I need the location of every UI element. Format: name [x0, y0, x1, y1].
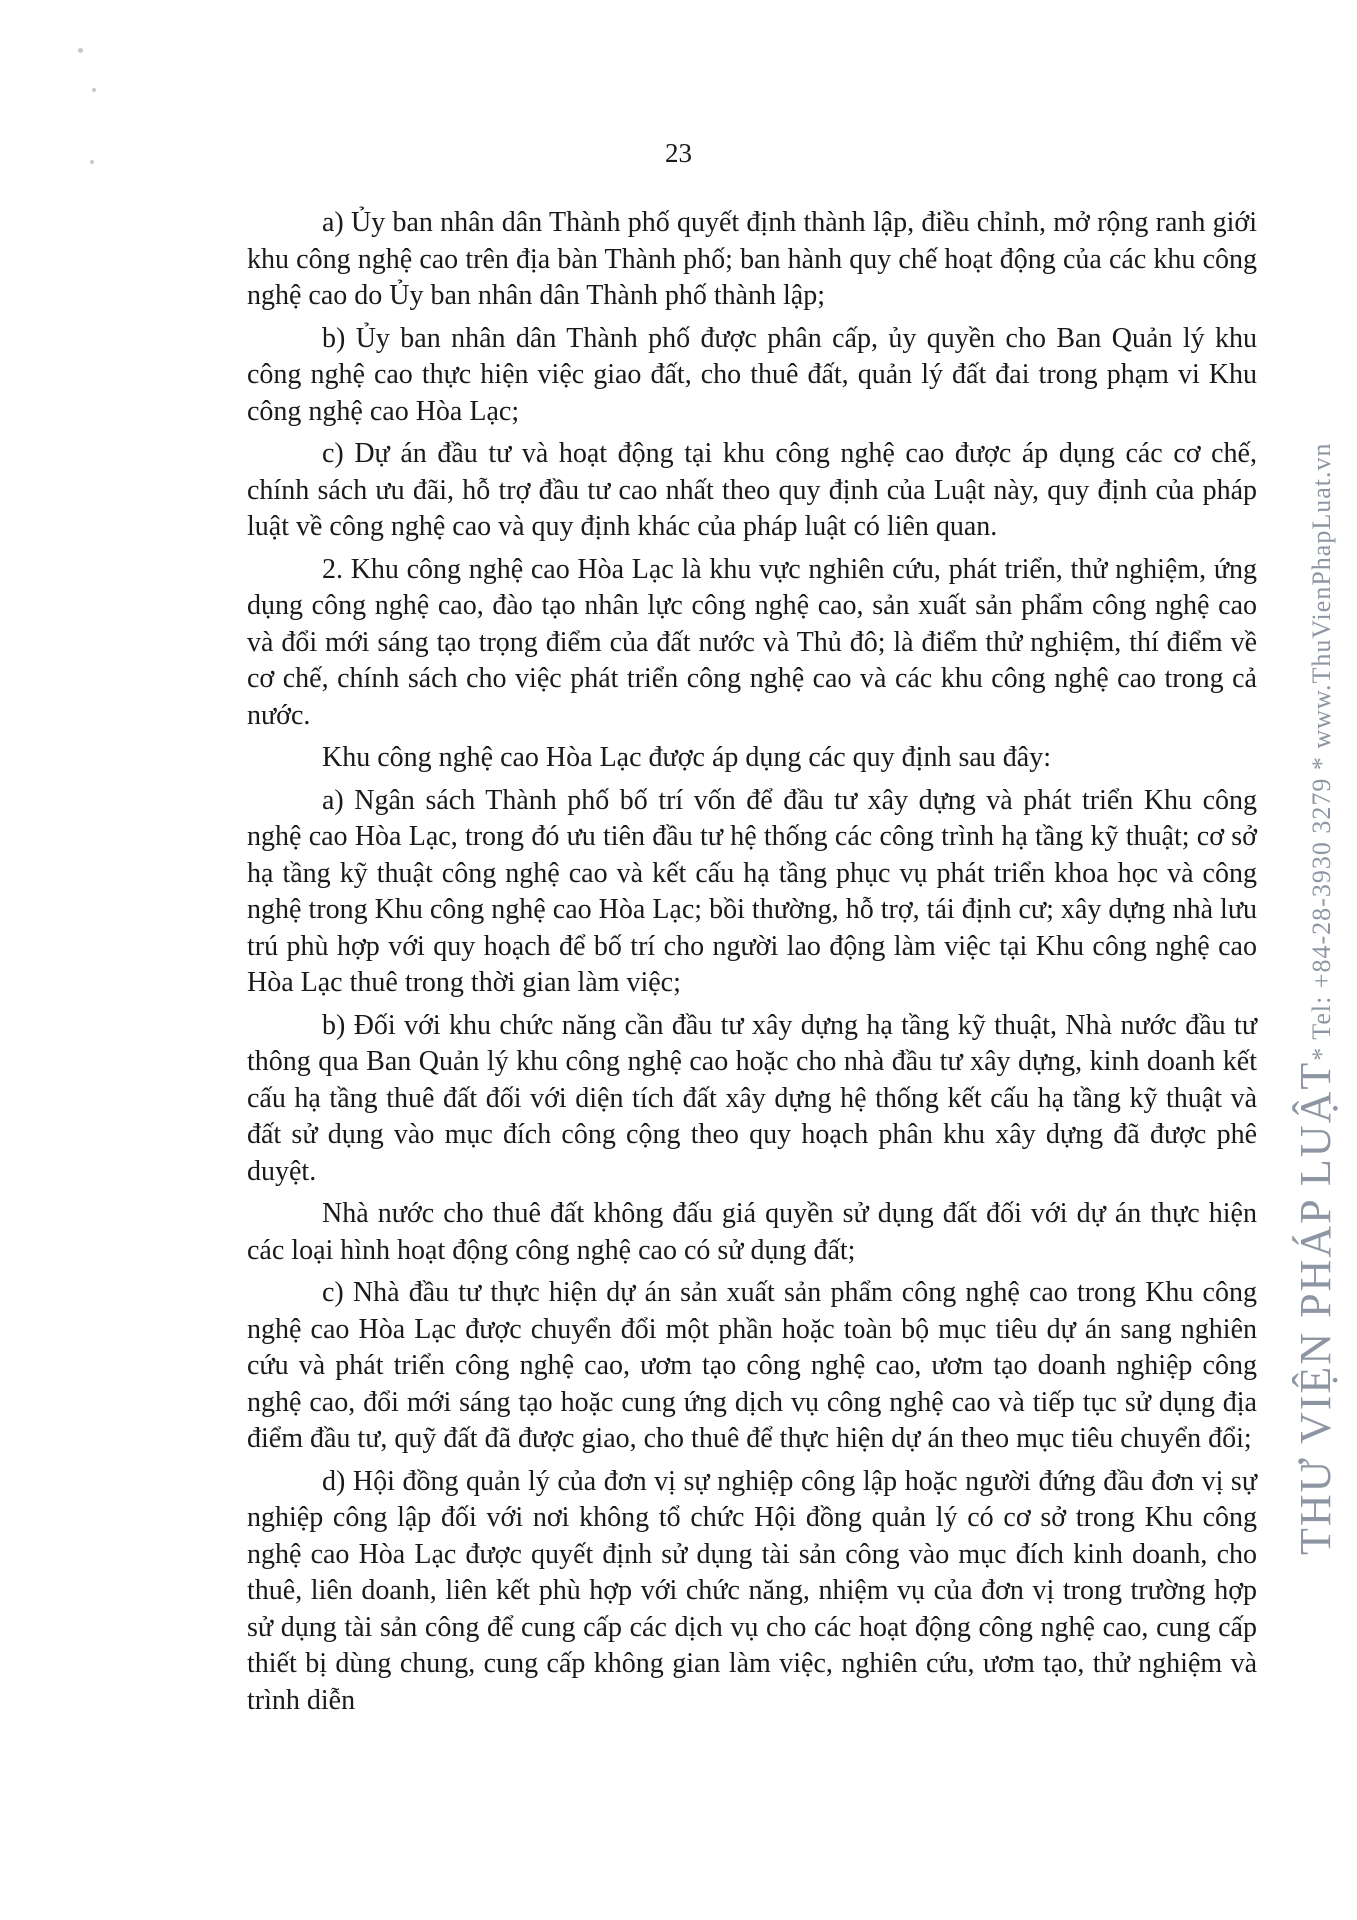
paragraph-10: d) Hội đồng quản lý của đơn vị sự nghiệp công lập hoặc người đứng đầu đơn vị sự nghiệp công lập đối với nơi không tổ chức Hội đồng quản lý có cơ sở trong Khu công nghệ cao Hòa Lạc được quyết định sử dụng tài sản công vào mục đích kinh doanh, cho thuê, liên doanh, liên kết phù hợp với chức năng, nhiệm vụ của đơn vị trong trường hợp sử dụng tài sản công để cung cấp các dịch vụ cho các hoạt động công nghệ cao, cung cấp thiết bị dùng chung, cung cấp không gian làm việc, nghiên cứu, ươm tạo, thử nghiệm và trình diễn	[247, 1465, 1257, 1716]
page-number: 23	[665, 138, 692, 168]
scan-speck	[78, 48, 83, 53]
scan-speck	[92, 88, 96, 92]
paragraph-8: Nhà nước cho thuê đất không đấu giá quyền sử dụng đất đối với dự án thực hiện các loại hình hoạt động công nghệ cao có sử dụng đất;	[247, 1198, 1257, 1266]
watermark	[1290, 443, 1341, 1555]
watermark-sub: * Tel: +84-28-3930 3279 * www.ThuVienPhapLuat.vn	[1307, 442, 1336, 1061]
paragraph-5: Khu công nghệ cao Hòa Lạc được áp dụng các quy định sau đây:	[322, 742, 1051, 773]
paragraph-1: a) Ủy ban nhân dân Thành phố quyết định thành lập, điều chỉnh, mở rộng ranh giới khu công nghệ cao trên địa bàn Thành phố; ban hành quy chế hoạt động của các khu công nghệ cao do Ủy ban nhân dân Thành phố thành lập;	[247, 207, 1257, 311]
paragraph-4: 2. Khu công nghệ cao Hòa Lạc là khu vực nghiên cứu, phát triển, thử nghiệm, ứng dụng công nghệ cao, đào tạo nhân lực công nghệ cao, sản xuất sản phẩm công nghệ cao và đổi mới sáng tạo trọng điểm của đất nước và Thủ đô; là điểm thử nghiệm, thí điểm về cơ chế, chính sách cho việc phát triển công nghệ cao và các khu công nghệ cao trong cả nước.	[247, 553, 1257, 731]
paragraph-2: b) Ủy ban nhân dân Thành phố được phân cấp, ủy quyền cho Ban Quản lý khu công nghệ cao thực hiện việc giao đất, cho thuê đất, quản lý đất đai trong phạm vi Khu công nghệ cao Hòa Lạc;	[247, 322, 1257, 427]
paragraph-6: a) Ngân sách Thành phố bố trí vốn để đầu tư xây dựng và phát triển Khu công nghệ cao Hòa Lạc, trong đó ưu tiên đầu tư hệ thống các công trình hạ tầng kỹ thuật; cơ sở hạ tầng kỹ thuật công nghệ cao và kết cấu hạ tầng phục vụ phát triển khoa học và công nghệ trong Khu công nghệ cao Hòa Lạc; bồi thường, hỗ trợ, tái định cư; xây dựng nhà lưu trú phù hợp với quy hoạch để bố trí cho người lao động làm việc tại Khu công nghệ cao Hòa Lạc thuê trong thời gian làm việc;	[247, 784, 1257, 998]
watermark-main: THƯ VIỆN PHÁP LUẬT	[1291, 1060, 1340, 1555]
document-body	[247, 205, 1257, 1725]
paragraph-3: c) Dự án đầu tư và hoạt động tại khu công nghệ cao được áp dụng các cơ chế, chính sách ưu đãi, hỗ trợ đầu tư cao nhất theo quy định của Luật này, quy định của pháp luật về công nghệ cao và quy định khác của pháp luật có liên quan.	[247, 438, 1257, 542]
paragraph-7: b) Đối với khu chức năng cần đầu tư xây dựng hạ tầng kỹ thuật, Nhà nước đầu tư thông qua Ban Quản lý khu công nghệ cao hoặc cho nhà đầu tư xây dựng, kinh doanh kết cấu hạ tầng thuê đất đối với diện tích đất xây dựng hệ thống kết cấu hạ tầng kỹ thuật và đất sử dụng vào mục đích công cộng theo quy hoạch phân khu xây dựng đã được phê duyệt.	[247, 1009, 1257, 1187]
paragraph-9: c) Nhà đầu tư thực hiện dự án sản xuất sản phẩm công nghệ cao trong Khu công nghệ cao Hòa Lạc được chuyển đổi một phần hoặc toàn bộ mục tiêu dự án sang nghiên cứu và phát triển công nghệ cao, ươm tạo công nghệ cao, ươm tạo doanh nghiệp công nghệ cao, đổi mới sáng tạo hoặc cung ứng dịch vụ công nghệ cao và tiếp tục sử dụng địa điểm đầu tư, quỹ đất đã được giao, cho thuê để thực hiện dự án theo mục tiêu chuyển đổi;	[247, 1277, 1257, 1454]
